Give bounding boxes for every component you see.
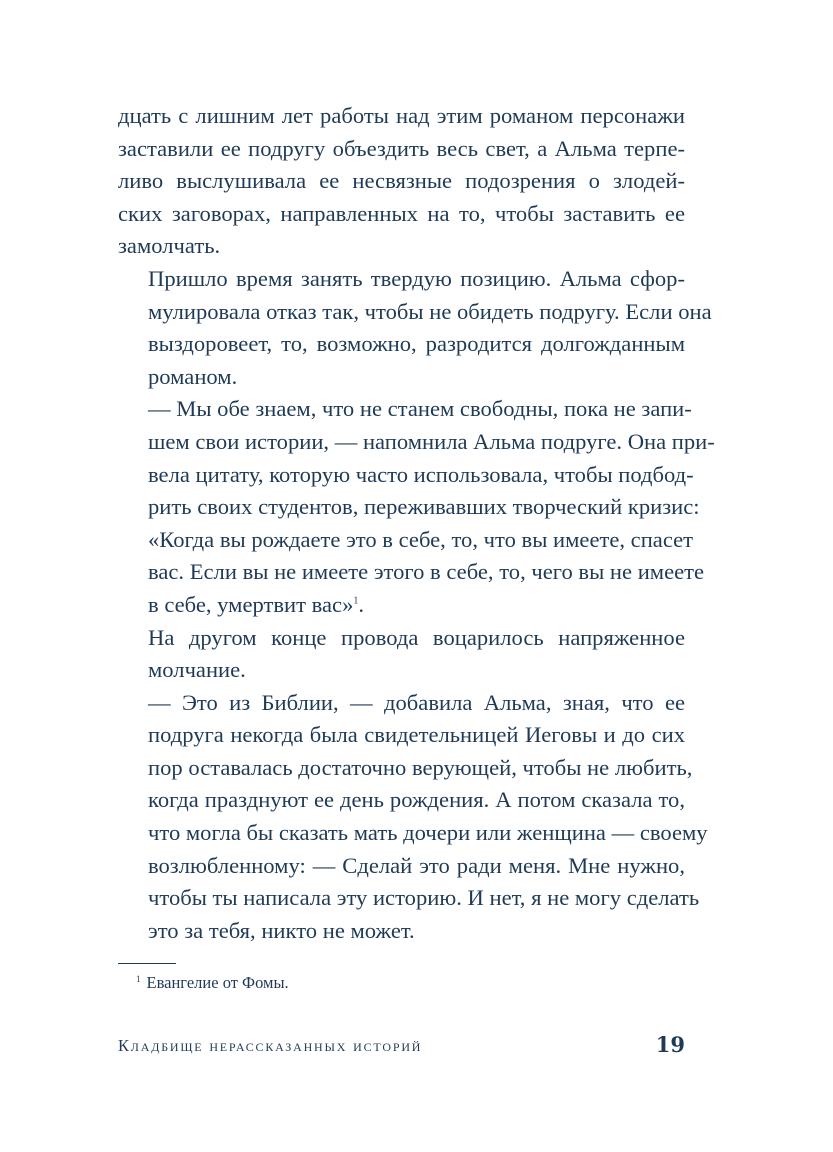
sentence-end: . <box>358 591 365 617</box>
text-line: замолчать. <box>118 233 221 259</box>
footnote-reference: 1 <box>353 595 359 607</box>
footnote-divider <box>118 963 176 964</box>
footnote-marker: 1 <box>136 973 141 984</box>
paragraph-3 <box>118 393 715 621</box>
text-line: ских заговорах, направленных на то, чтобы заставить ее <box>118 200 685 226</box>
footnote-text: Евангелие от Фомы. <box>146 973 289 992</box>
text-line: вас. Если вы не имеете этого в себе, то, чего вы не имеете <box>148 559 705 585</box>
text-line: «Когда вы рождаете это в себе, то, что вы имеете, спасет <box>148 526 694 552</box>
text-line: ливо выслушивала ее несвязные подозрения о злодей- <box>118 168 685 194</box>
paragraph-1 <box>118 100 685 263</box>
paragraph-2 <box>118 263 712 393</box>
text-line: это за тебя, никто не может. <box>148 917 415 943</box>
text-line: На другом конце провода воцарилось напряженное <box>148 624 685 650</box>
paragraph-4 <box>118 622 685 687</box>
text-line: когда празднуют ее день рождения. А потом сказала то, <box>148 787 685 813</box>
text-line: — Это из Библии, — добавила Альма, зная, что ее <box>148 689 685 715</box>
running-title: Кладбище нерассказанных историй <box>118 1036 423 1055</box>
text-line: рить своих студентов, переживавших творческий кризис: <box>148 494 700 520</box>
text-line: подруга некогда была свидетельницей Иеговы и до сих <box>148 722 685 748</box>
text-line: возлюбленному: — Сделай это ради меня. Мне нужно, <box>148 852 685 878</box>
text-line: романом. <box>148 363 238 389</box>
page-number: 19 <box>655 1032 685 1057</box>
text-line: пор оставалась достаточно верующей, чтобы не любить, <box>148 754 693 780</box>
text-line: — Мы обе знаем, что не станем свободны, пока не запи- <box>148 396 692 422</box>
text-line: дцать с лишним лет работы над этим романом персонажи <box>118 103 685 128</box>
main-text <box>118 100 715 947</box>
text-line <box>118 589 685 622</box>
text-line: чтобы ты написала эту историю. И нет, я не могу сделать <box>148 885 700 911</box>
text-line: что могла бы сказать мать дочери или женщина — своему <box>148 820 708 846</box>
footnote <box>136 972 289 994</box>
text-line: шем свои истории, — напомнила Альма подруге. Она при- <box>148 428 715 454</box>
text-line: заставили ее подругу объездить весь свет, а Альма терпе- <box>118 135 685 161</box>
text-line: мулировала отказ так, чтобы не обидеть подругу. Если она <box>148 298 712 324</box>
text-line: Пришло время занять твердую позицию. Альма сфор- <box>148 265 685 291</box>
paragraph-5 <box>118 687 708 948</box>
text-line: выздоровеет, то, возможно, разродится долгожданным <box>148 331 685 357</box>
text-line: молчание. <box>148 657 246 683</box>
text-line: вела цитату, которую часто использовала, чтобы подбод- <box>148 461 694 487</box>
quote-end-text: в себе, умертвит вас» <box>148 591 354 617</box>
